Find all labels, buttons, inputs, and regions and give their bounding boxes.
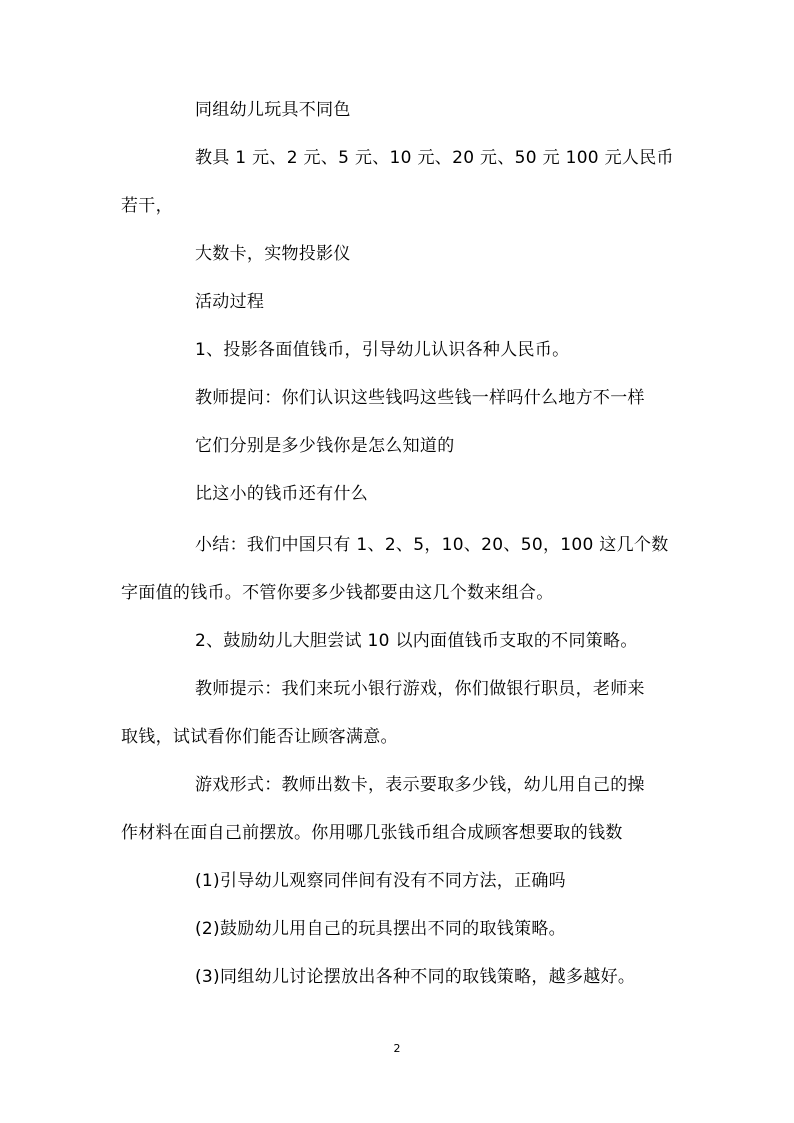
text-line: 它们分别是多少钱你是怎么知道的 — [195, 436, 455, 456]
text-line: 若干， — [121, 196, 173, 216]
text-line: 2、鼓励幼儿大胆尝试 10 以内面值钱币支取的不同策略。 — [195, 631, 638, 651]
text-line: 字面值的钱币。不管你要多少钱都要由这几个数来组合。 — [121, 583, 554, 603]
page-number: 2 — [393, 1042, 401, 1055]
text-line: (3)同组幼儿讨论摆放出各种不同的取钱策略，越多越好。 — [195, 967, 636, 987]
text-line: 小结：我们中国只有 1、2、5，10、20、50，100 这几个数 — [195, 535, 669, 555]
text-line: (1)引导幼儿观察同伴间有没有不同方法，正确吗 — [195, 871, 566, 891]
text-line: 比这小的钱币还有什么 — [195, 484, 368, 504]
text-line: 作材料在面自己前摆放。你用哪几张钱币组合成顾客想要取的钱数 — [121, 823, 623, 843]
text-line: 教师提示：我们来玩小银行游戏，你们做银行职员，老师来 — [195, 679, 645, 699]
text-line: 教师提问：你们认识这些钱吗这些钱一样吗什么地方不一样 — [195, 388, 645, 408]
text-line: 1、投影各面值钱币，引导幼儿认识各种人民币。 — [195, 340, 570, 360]
text-line: 取钱，试试看你们能否让顾客满意。 — [121, 727, 398, 747]
text-line: 同组幼儿玩具不同色 — [195, 100, 351, 120]
text-line: 教具 1 元、2 元、5 元、10 元、20 元、50 元 100 元人民币 — [195, 148, 674, 168]
section-heading: 活动过程 — [195, 292, 265, 312]
text-line: 游戏形式：教师出数卡，表示要取多少钱，幼儿用自己的操 — [195, 775, 645, 795]
text-line: (2)鼓励幼儿用自己的玩具摆出不同的取钱策略。 — [195, 919, 566, 939]
text-line: 大数卡，实物投影仪 — [195, 244, 351, 264]
